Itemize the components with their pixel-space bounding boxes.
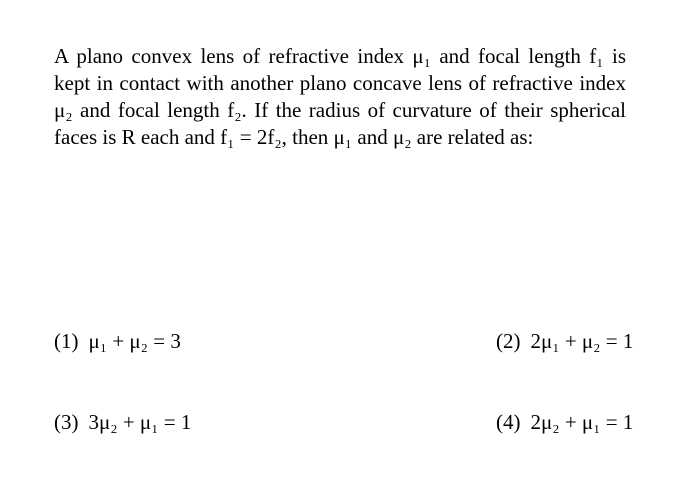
- option-1-number: (1): [54, 329, 79, 353]
- option-3-expression: 3μ₂ + μ₁ = 1: [88, 410, 192, 434]
- option-3-number: (3): [54, 410, 79, 434]
- option-2-expression: 2μ₁ + μ₂ = 1: [530, 329, 634, 353]
- option-1[interactable]: [54, 328, 181, 355]
- option-2[interactable]: [496, 328, 633, 355]
- option-4-number: (4): [496, 410, 521, 434]
- option-4[interactable]: [496, 409, 633, 436]
- question-text: A plano convex lens of refractive index μ₁ and focal length f₁ is kept in contact with another plano concave lens of refractive index μ₂ and focal length f₂. If the radius of curvature of their spherical faces is R each and f₁ = 2f₂, then μ₁ and μ₂ are related as:: [54, 44, 626, 149]
- option-2-number: (2): [496, 329, 521, 353]
- option-3[interactable]: [54, 409, 191, 436]
- option-4-expression: 2μ₂ + μ₁ = 1: [530, 410, 634, 434]
- option-1-expression: μ₁ + μ₂ = 3: [88, 329, 181, 353]
